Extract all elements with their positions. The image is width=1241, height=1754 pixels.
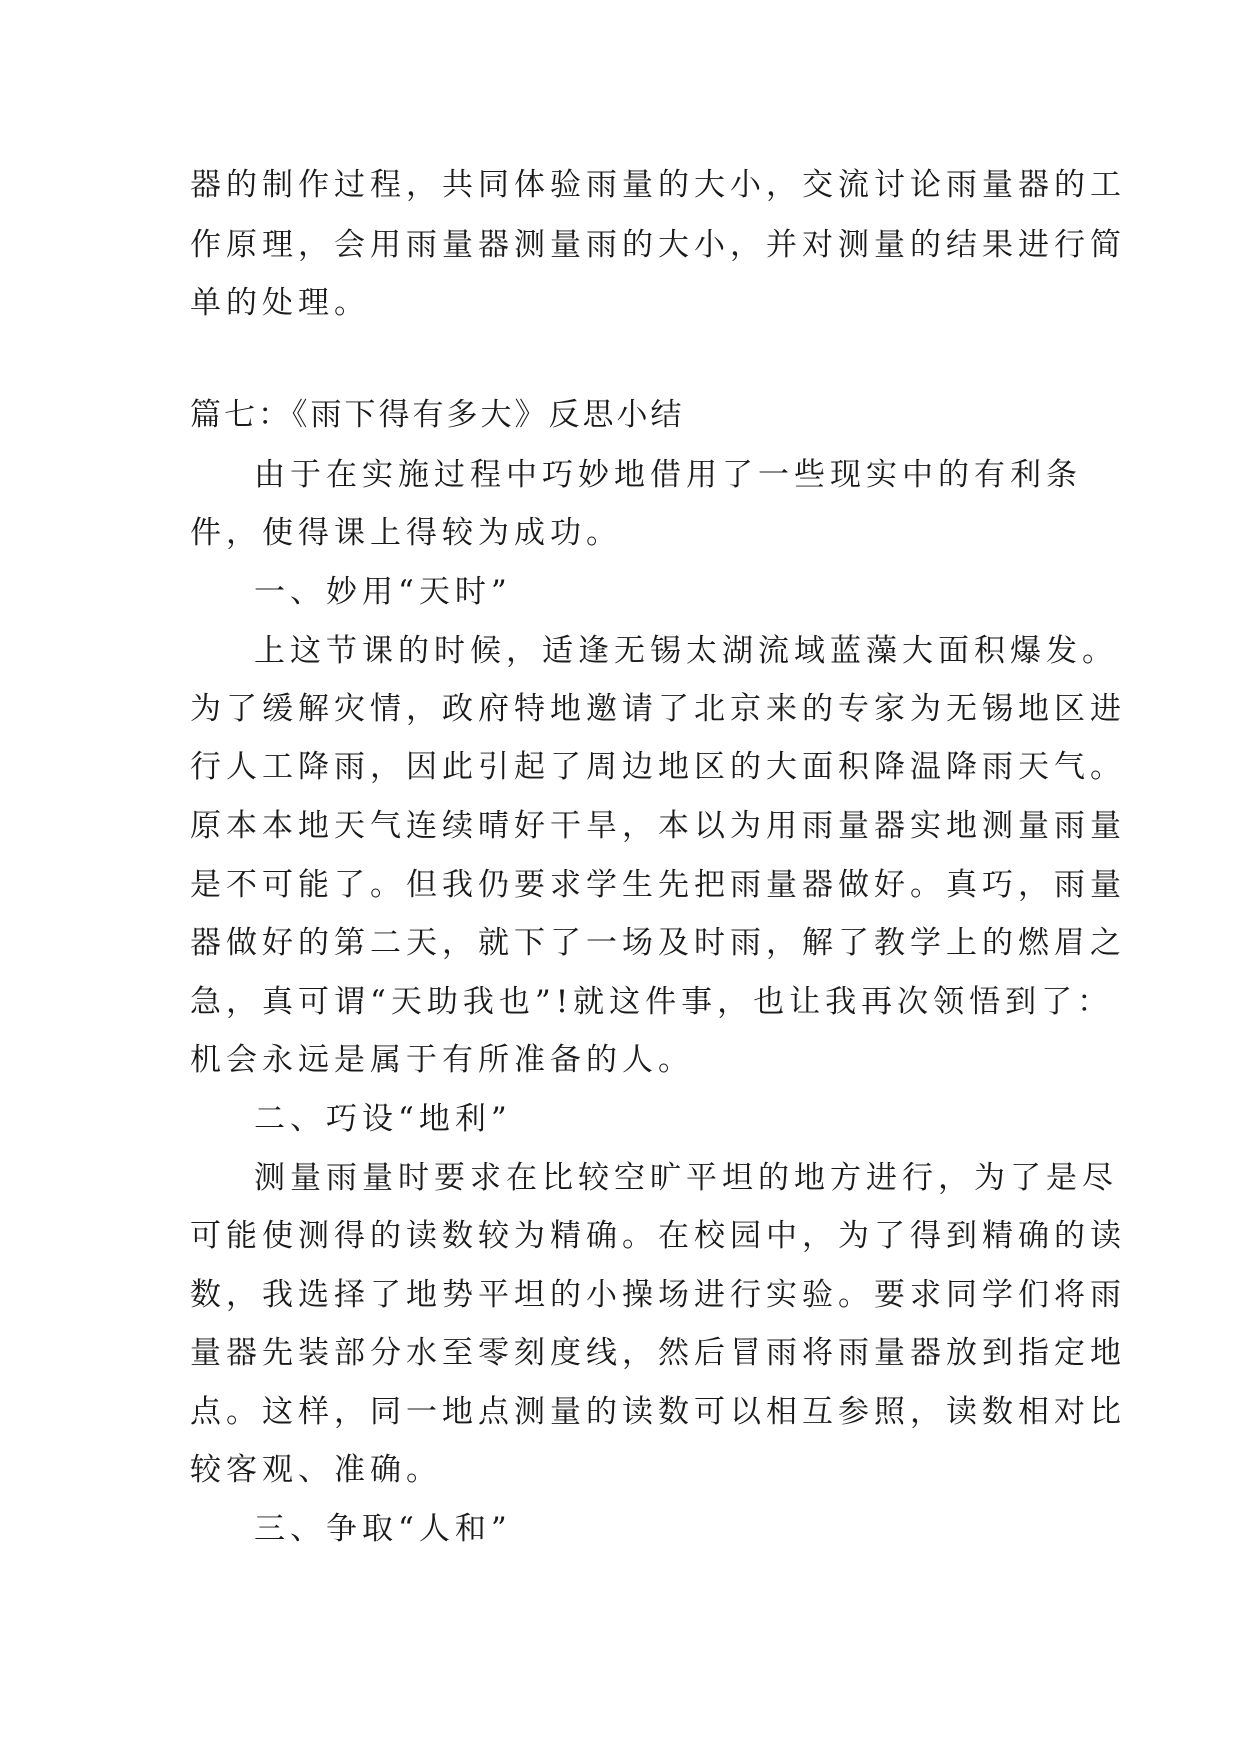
para-1-line-8: 机会永远是属于有所准备的人。 [190,1042,694,1078]
section-title: 篇七：《雨下得有多大》反思小结 [190,397,685,433]
para-2-line-1: 测量雨量时要求在比较空旷平坦的地方进行，为了是尽 [254,1160,1118,1196]
intro-line-2: 件，使得课上得较为成功。 [190,515,622,551]
para-2-line-3: 数，我选择了地势平坦的小操场进行实验。要求同学们将雨 [190,1277,1126,1313]
para-1-line-3: 行人工降雨，因此引起了周边地区的大面积降温降雨天气。 [190,749,1126,785]
para-1-line-6: 器做好的第二天，就下了一场及时雨，解了教学上的燃眉之 [190,925,1126,961]
heading-2: 二、巧设“地利” [254,1101,512,1137]
continuation-line-3: 单的处理。 [190,285,370,321]
para-1-line-2: 为了缓解灾情，政府特地邀请了北京来的专家为无锡地区进 [190,691,1126,727]
para-2-line-5: 点。这样，同一地点测量的读数可以相互参照，读数相对比 [190,1394,1126,1430]
para-2-line-4: 量器先装部分水至零刻度线，然后冒雨将雨量器放到指定地 [190,1335,1126,1371]
para-1-line-5: 是不可能了。但我仍要求学生先把雨量器做好。真巧，雨量 [190,867,1126,903]
para-1-line-7: 急，真可谓“天助我也”!就这件事，也让我再次领悟到了： [190,984,1114,1020]
para-1-line-1: 上这节课的时候，适逢无锡太湖流域蓝藻大面积爆发。 [254,633,1118,669]
continuation-line-2: 作原理，会用雨量器测量雨的大小，并对测量的结果进行简 [190,227,1126,263]
para-2-line-6: 较客观、准确。 [190,1452,442,1488]
intro-line-1: 由于在实施过程中巧妙地借用了一些现实中的有利条 [254,457,1082,493]
continuation-line-1: 器的制作过程，共同体验雨量的大小，交流讨论雨量器的工 [190,167,1126,203]
para-2-line-2: 可能使测得的读数较为精确。在校园中，为了得到精确的读 [190,1218,1126,1254]
heading-1: 一、妙用“天时” [254,574,512,610]
para-1-line-4: 原本本地天气连续晴好干旱，本以为用雨量器实地测量雨量 [190,808,1126,844]
heading-3: 三、争取“人和” [254,1511,512,1547]
